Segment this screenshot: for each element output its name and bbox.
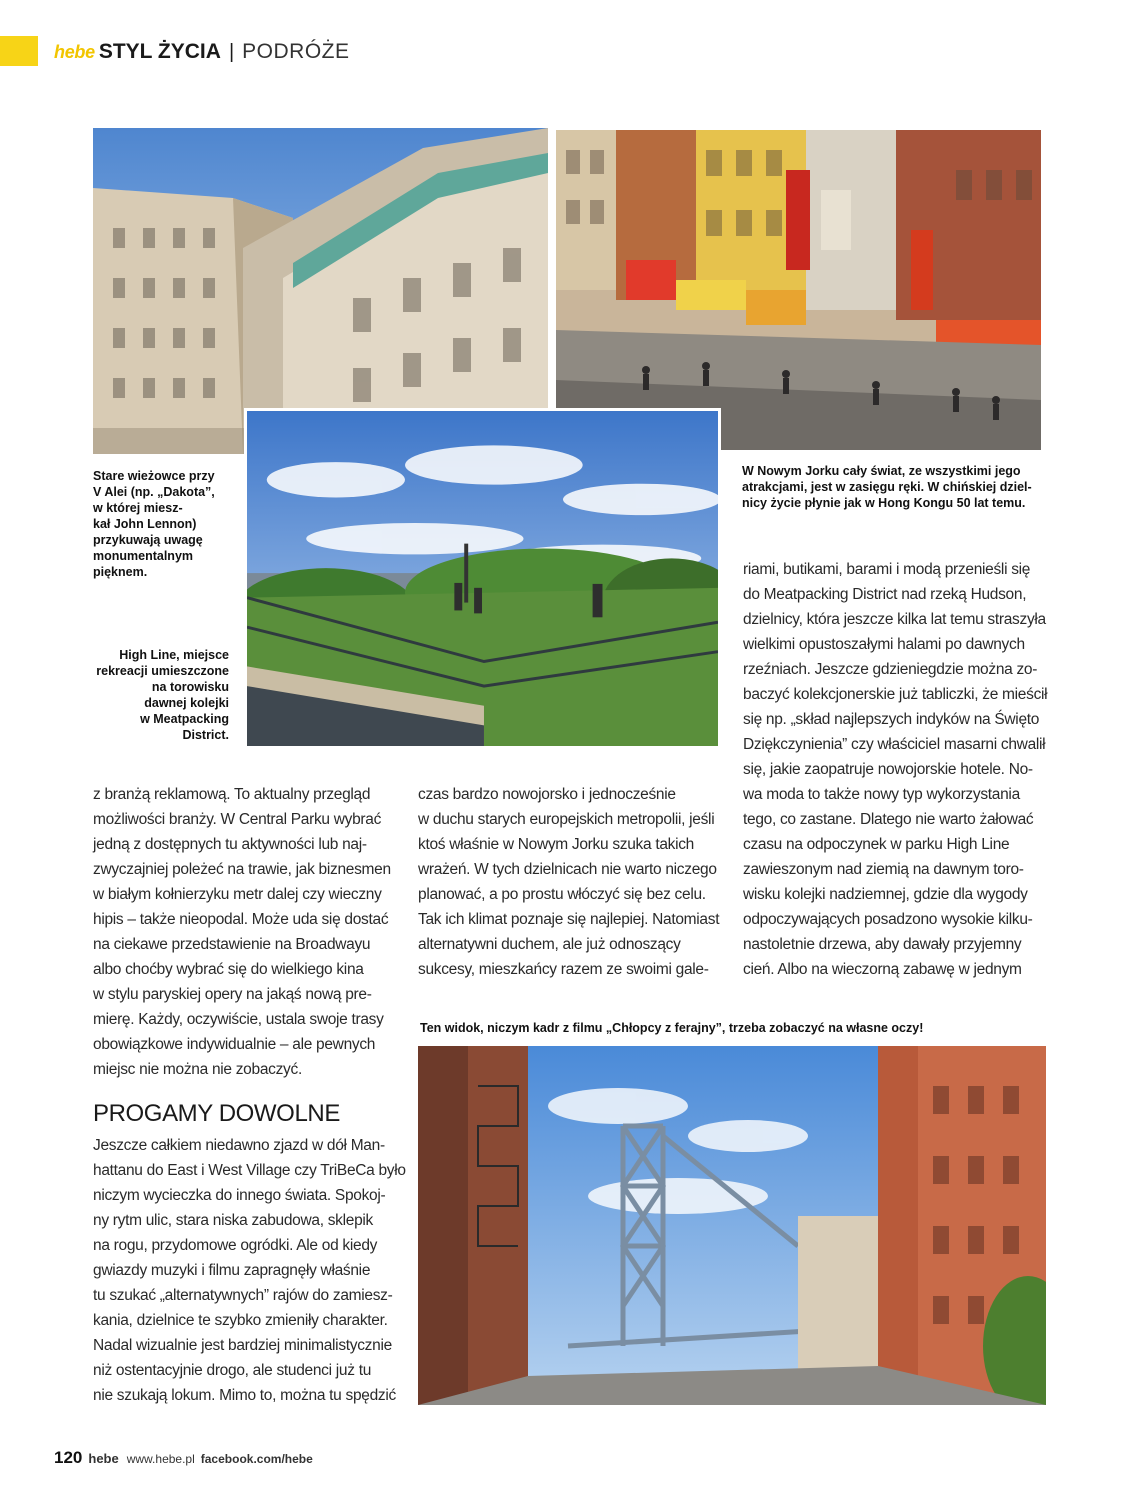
caption-line: District. xyxy=(182,728,229,742)
caption-williamsburg-bridge: Ten widok, niczym kadr z filmu „Chłopcy z ferajny”, trzeba zobaczyć na własne oczy! xyxy=(420,1021,924,1035)
article-column-1-continued xyxy=(93,1133,406,1408)
caption-line: monumentalnym xyxy=(93,549,194,563)
caption-line: w Meatpacking xyxy=(140,712,229,726)
body-line: zawieszonym nad ziemią na dawnym toro- xyxy=(743,861,1024,878)
body-line: czasu na odpoczynek w parku High Line xyxy=(743,836,1010,853)
caption-fifth-avenue xyxy=(93,468,233,580)
body-line: się np. „skład najlepszych indyków na Święto xyxy=(743,711,1040,728)
body-line: planować, a po prostu włóczyć się bez celu. xyxy=(418,886,706,903)
body-line: do Meatpacking District nad rzeką Hudson, xyxy=(743,586,1027,603)
body-line: niż ostentacyjnie drogo, ale studenci już tu xyxy=(93,1362,372,1379)
body-line: hipis – także nieopodal. Może uda się dostać xyxy=(93,911,389,928)
body-line: mierę. Każdy, oczywiście, ustala swoje trasy xyxy=(93,1011,384,1028)
body-line: miejsc nie można nie zobaczyć. xyxy=(93,1061,302,1078)
photo-high-line xyxy=(244,408,721,749)
caption-line: W Nowym Jorku cały świat, ze wszystkimi jego xyxy=(742,464,1021,478)
body-line: wrażeń. W tych dzielnicach nie warto niczego xyxy=(418,861,717,878)
body-line: riami, butikami, barami i modą przenieśli się xyxy=(743,561,1031,578)
section-title: STYL ŻYCIA xyxy=(98,40,221,63)
body-line: baczyć kolekcjonerskie już tabliczki, że mieścił xyxy=(743,686,1048,703)
body-line: Nadal wizualnie jest bardziej minimalistycznie xyxy=(93,1337,392,1354)
footer-facebook-link[interactable]: facebook.com/hebe xyxy=(200,1452,313,1466)
article-column-2 xyxy=(418,782,723,982)
body-line: w białym kołnierzyku metr dalej czy wieczny xyxy=(93,886,382,903)
caption-chinatown xyxy=(742,463,1042,511)
caption-line: Stare wieżowce przy xyxy=(93,469,215,483)
body-line: w stylu paryskiej opery na jakąś nową pre- xyxy=(93,986,372,1003)
body-line: na rogu, przydomowe ogródki. Ale od kiedy xyxy=(93,1237,378,1254)
header-separator: | xyxy=(228,41,235,63)
body-line: Tak ich klimat poznaje się najlepiej. Natomiast xyxy=(418,911,720,928)
body-line: ktoś właśnie w Nowym Jorku szuka takich xyxy=(418,836,695,853)
article-column-3 xyxy=(743,557,1048,982)
caption-line: przykuwają uwagę xyxy=(93,533,203,547)
caption-line: w której miesz- xyxy=(93,501,183,515)
body-line: hattanu do East i West Village czy TriBeCa było xyxy=(93,1162,406,1179)
caption-line: High Line, miejsce xyxy=(119,648,229,662)
caption-line: dawnej kolejki xyxy=(144,696,229,710)
section-heading: PROGAMY DOWOLNE xyxy=(93,1100,340,1127)
body-line: sukcesy, mieszkańcy razem ze swoimi gale- xyxy=(418,961,709,978)
body-line: ny rytm ulic, stara niska zabudowa, sklepik xyxy=(93,1212,373,1229)
body-line: możliwości branży. W Central Parku wybrać xyxy=(93,811,382,828)
page-number: 120 xyxy=(54,1448,83,1467)
body-line: kania, dzielnice te szybko zmieniły charakter. xyxy=(93,1312,388,1329)
body-line: wisku kolejki nadziemnej, gdzie dla wygody xyxy=(743,886,1028,903)
body-line: tego, co zastane. Dlatego nie warto żałować xyxy=(743,811,1034,828)
page-header xyxy=(54,40,349,70)
article-column-1 xyxy=(93,782,393,1082)
body-line: zwyczajniej poleżeć na trawie, jak biznesmen xyxy=(93,861,391,878)
body-line: Dziękczynienia” czy właściciel masarni chwalił xyxy=(743,736,1046,753)
caption-line: na torowisku xyxy=(151,680,229,694)
photo-chinatown-street xyxy=(556,130,1041,450)
footer-website-link[interactable]: www.hebe.pl xyxy=(126,1452,195,1466)
body-line: alternatywni duchem, ale już odnoszący xyxy=(418,936,681,953)
body-line: obowiązkowe indywidualnie – ale pewnych xyxy=(93,1036,376,1053)
body-line: w duchu starych europejskich metropolii, jeśli xyxy=(418,811,715,828)
body-line: wielkimi opustoszałymi halami po dawnych xyxy=(743,636,1025,653)
caption-line: kał John Lennon) xyxy=(93,517,197,531)
section-color-tab xyxy=(0,36,38,66)
body-line: jedną z dostępnych tu aktywności lub naj- xyxy=(93,836,367,853)
footer-brand: hebe xyxy=(88,1451,119,1466)
body-line: rzeźniach. Jeszcze gdzieniegdzie można zo- xyxy=(743,661,1038,678)
body-line: odpoczywających posadzono wysokie kilku- xyxy=(743,911,1033,928)
subsection-title: PODRÓŻE xyxy=(242,40,350,63)
photo-fifth-avenue-buildings xyxy=(93,128,548,454)
body-line: wa moda to także nowy typ wykorzystania xyxy=(743,786,1020,803)
caption-line: pięknem. xyxy=(93,565,148,579)
body-line: tu szukać „alternatywnych” rajów do zamiesz- xyxy=(93,1287,393,1304)
brand-logo: hebe xyxy=(54,42,95,62)
body-line: gwiazdy muzyki i filmu zapragnęły właśnie xyxy=(93,1262,371,1279)
caption-line: V Alei (np. „Dakota”, xyxy=(93,485,215,499)
body-line: Jeszcze całkiem niedawno zjazd w dół Man- xyxy=(93,1137,385,1154)
body-line: na ciekawe przedstawienie na Broadwayu xyxy=(93,936,371,953)
caption-line: atrakcjami, jest w zasięgu ręki. W chińskiej dziel- xyxy=(742,480,1032,494)
body-line: albo choćby wybrać się do wielkiego kina xyxy=(93,961,364,978)
page-footer xyxy=(54,1448,313,1468)
caption-line: nicy życie płynie jak w Hong Kongu 50 lat temu. xyxy=(742,496,1026,510)
body-line: nastoletnie drzewa, aby dawały przyjemny xyxy=(743,936,1022,953)
body-line: niczym wycieczka do innego świata. Spokoj- xyxy=(93,1187,386,1204)
caption-line: rekreacji umieszczone xyxy=(96,664,229,678)
body-line: z branżą reklamową. To aktualny przegląd xyxy=(93,786,371,803)
caption-high-line xyxy=(93,647,229,743)
body-line: nie szukają lokum. Mimo to, można tu spędzić xyxy=(93,1387,396,1404)
body-line: dzielnicy, która jeszcze kilka lat temu straszyła xyxy=(743,611,1046,628)
photo-williamsburg-bridge-street xyxy=(418,1046,1046,1405)
body-line: cień. Albo na wieczorną zabawę w jednym xyxy=(743,961,1022,978)
body-line: czas bardzo nowojorsko i jednocześnie xyxy=(418,786,676,803)
body-line: się, jakie zaopatruje nowojorskie hotele. No- xyxy=(743,761,1033,778)
